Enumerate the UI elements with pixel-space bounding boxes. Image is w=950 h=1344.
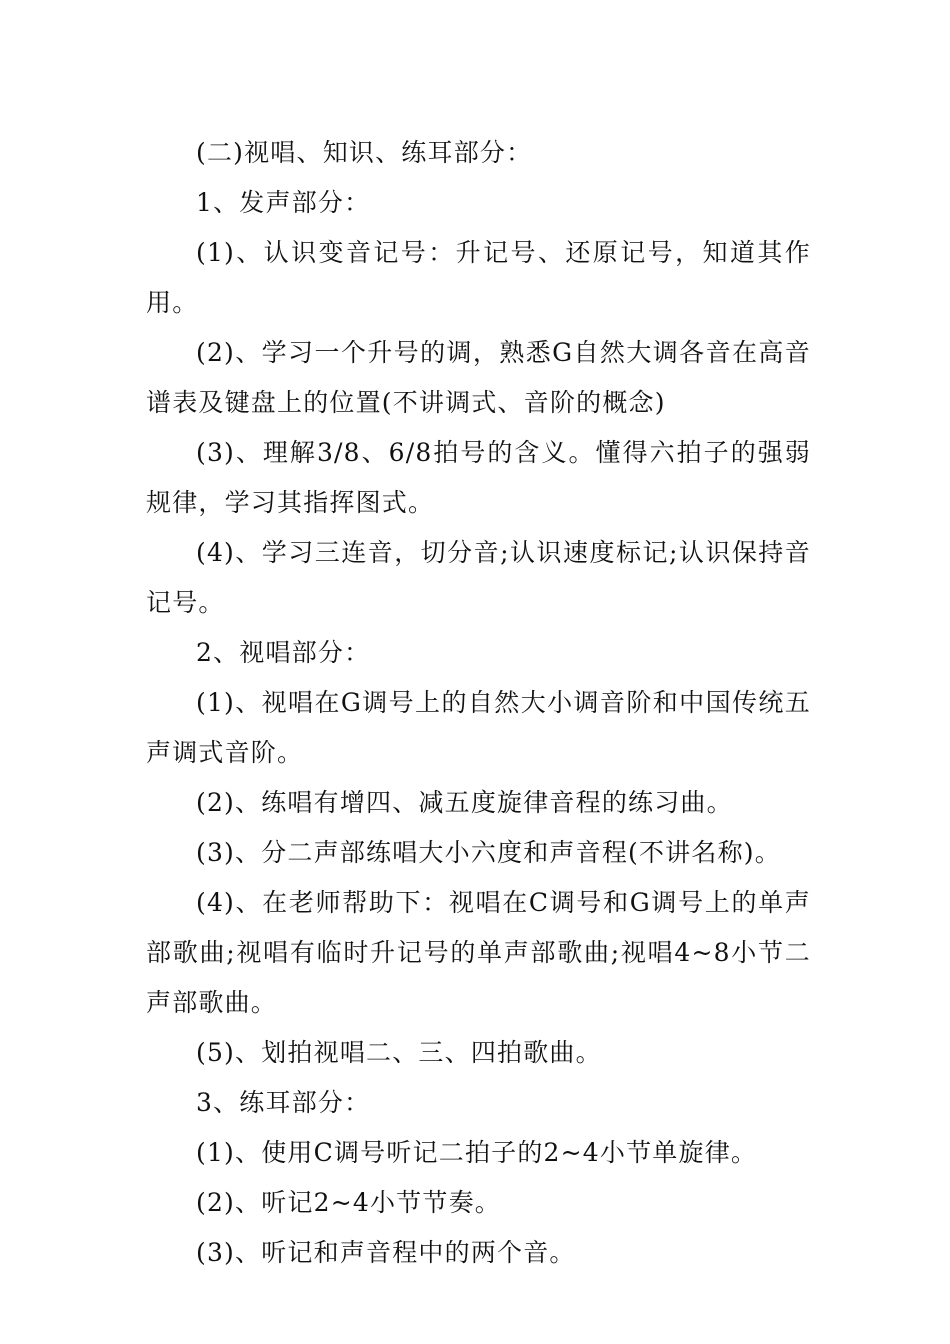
paragraph: (3)、听记和声音程中的两个音。: [196, 1238, 576, 1267]
paragraph: (1)、视唱在G调号上的自然大小调音阶和中国传统五声调式音阶。: [146, 688, 811, 767]
section-heading: (二)视唱、知识、练耳部分：: [196, 138, 533, 167]
paragraph: (4)、学习三连音，切分音;认识速度标记;认识保持音记号。: [146, 538, 811, 617]
paragraph: (2)、练唱有增四、减五度旋律音程的练习曲。: [196, 788, 733, 817]
paragraph: (3)、理解3/8、6/8拍号的含义。懂得六拍子的强弱规律，学习其指挥图式。: [146, 438, 811, 517]
paragraph: (2)、听记2~4小节节奏。: [196, 1188, 501, 1217]
paragraph: (5)、划拍视唱二、三、四拍歌曲。: [196, 1038, 602, 1067]
subsection-heading: 3、练耳部分：: [196, 1088, 371, 1117]
paragraph: (4)、在老师帮助下：视唱在C调号和G调号上的单声部歌曲;视唱有临时升记号的单声部歌曲;视唱4~8小节二声部歌曲。: [146, 888, 811, 1017]
subsection-heading: 2、视唱部分：: [196, 638, 371, 667]
document-body: [146, 128, 811, 1278]
paragraph: (1)、使用C调号听记二拍子的2~4小节单旋律。: [196, 1138, 758, 1167]
paragraph: (3)、分二声部练唱大小六度和声音程(不讲名称)。: [196, 838, 781, 867]
paragraph: (2)、学习一个升号的调，熟悉G自然大调各音在高音谱表及键盘上的位置(不讲调式、音阶的概念): [146, 338, 811, 417]
subsection-heading: 1、发声部分：: [196, 188, 371, 217]
paragraph: (1)、认识变音记号：升记号、还原记号，知道其作用。: [146, 238, 811, 317]
